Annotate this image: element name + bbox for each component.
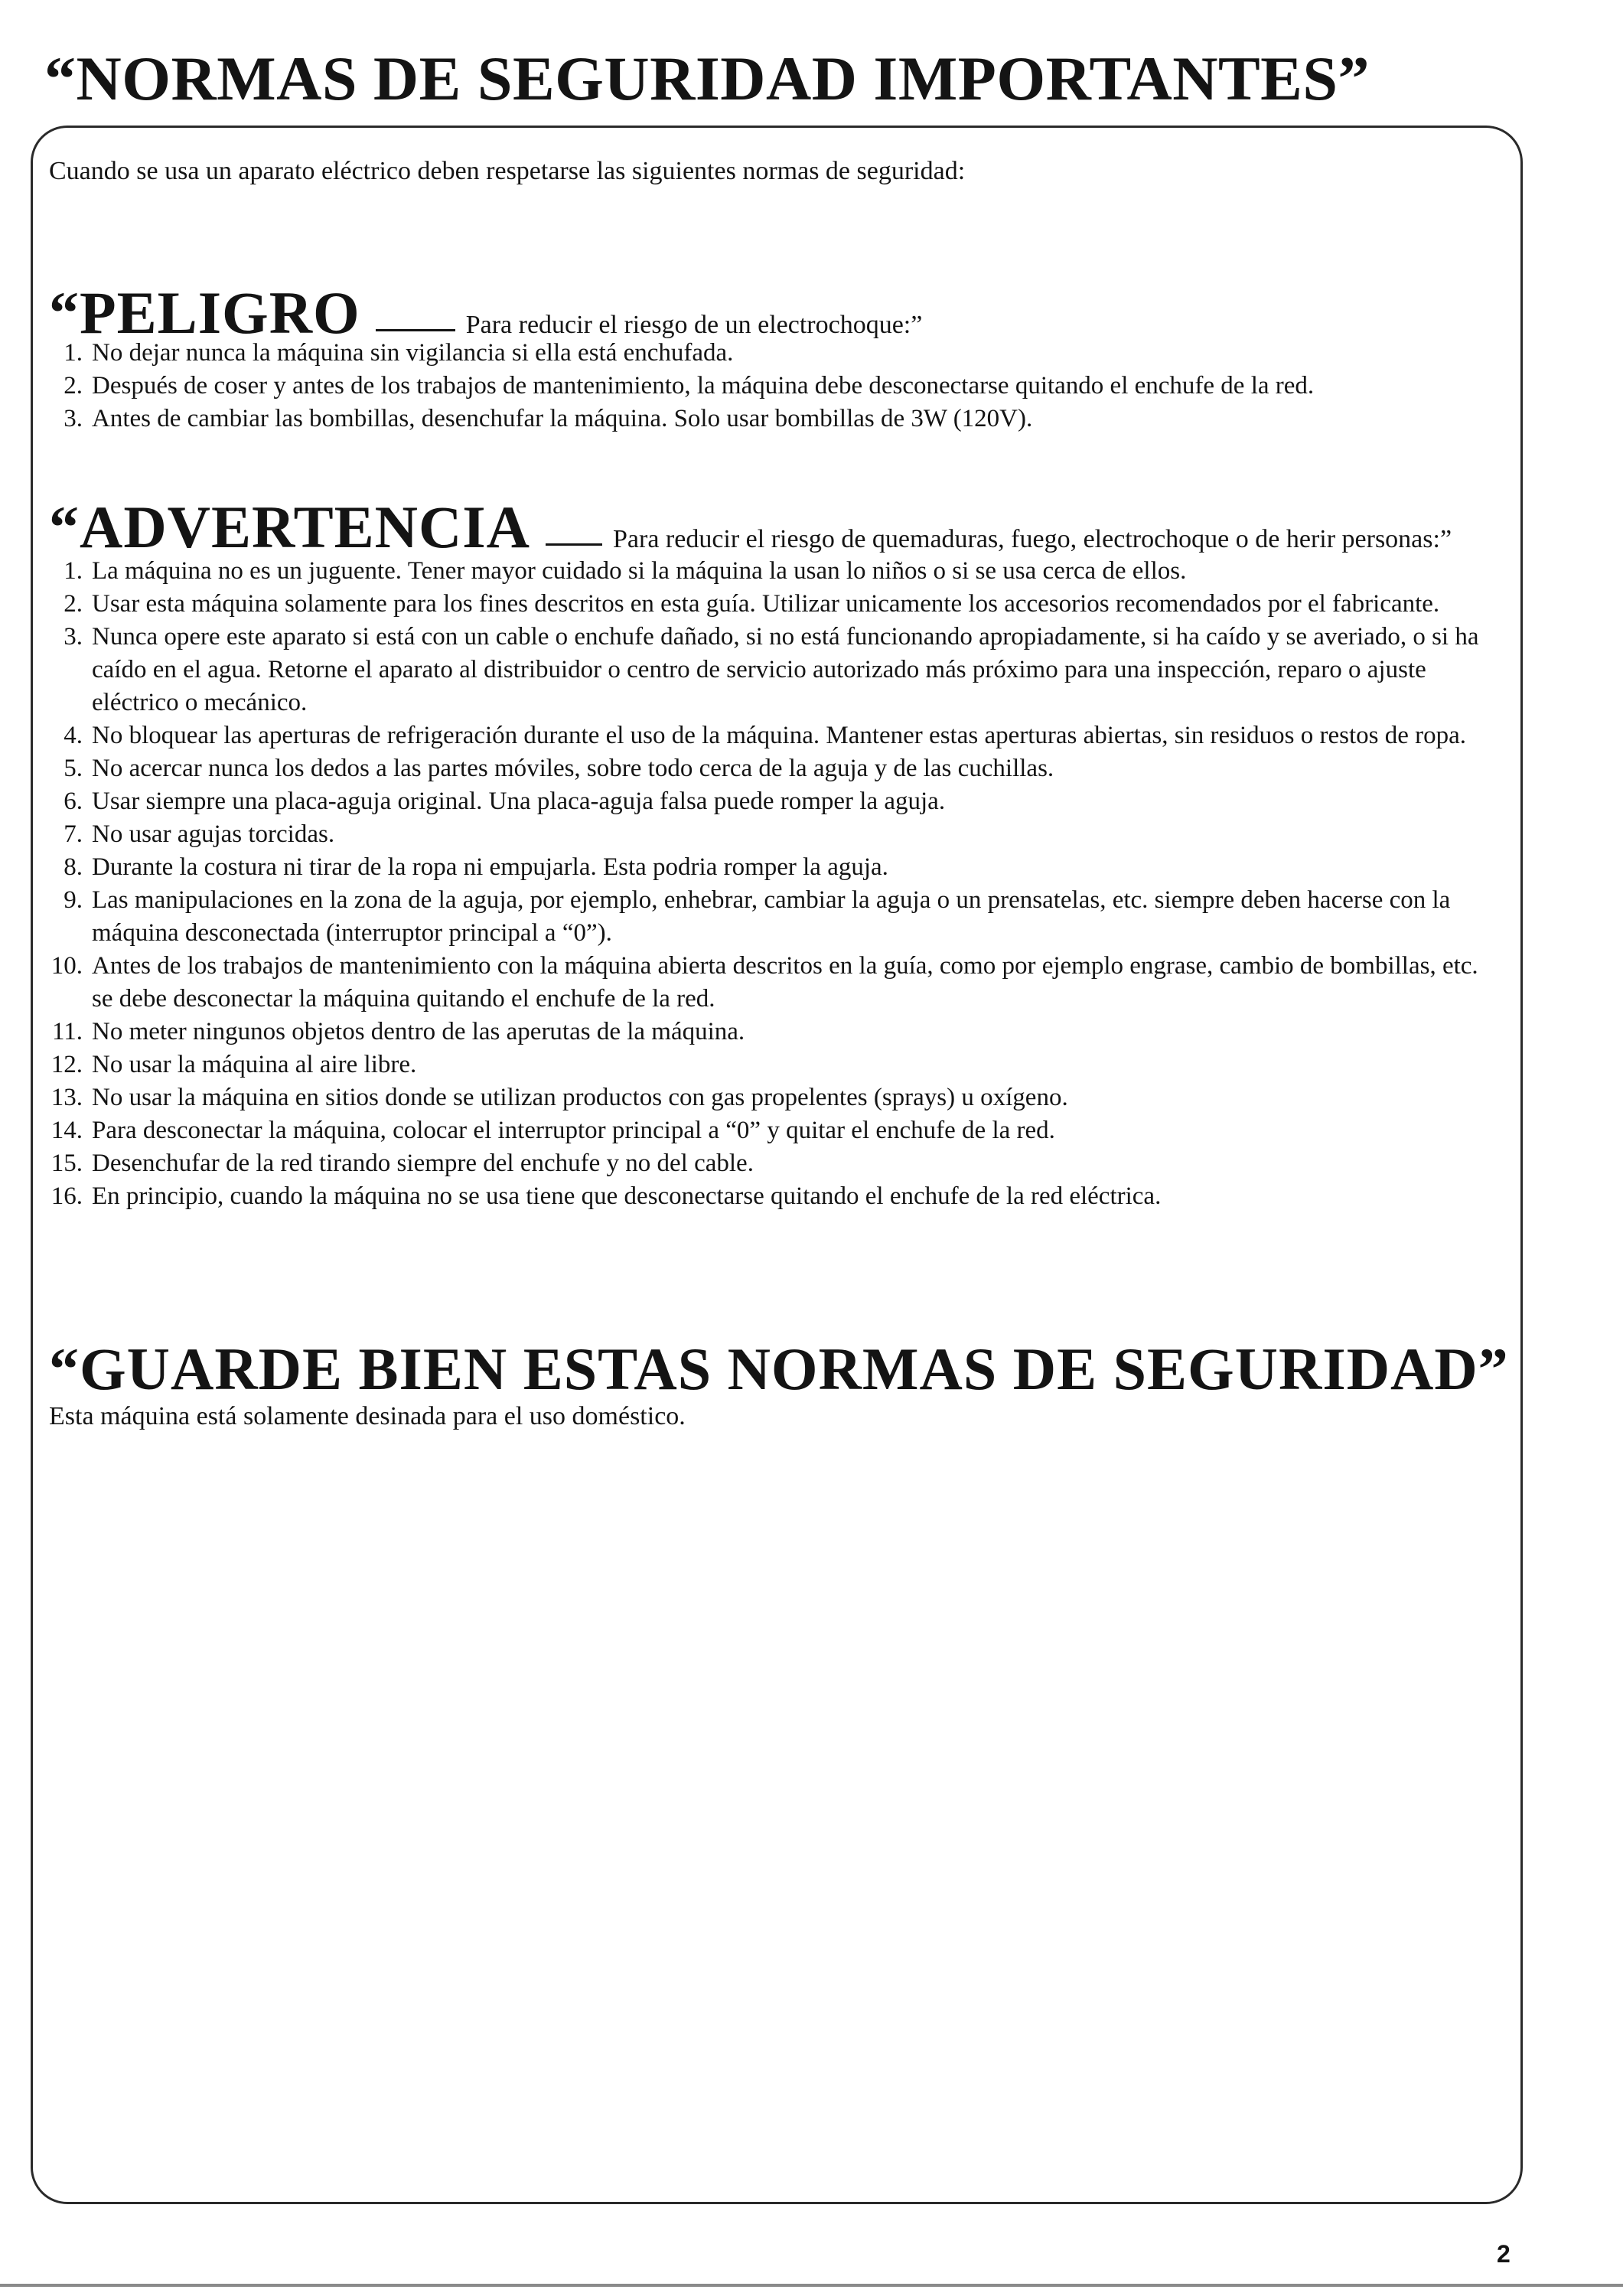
list-item — [49, 785, 1503, 818]
intro-text: Cuando se usa un aparato eléctrico deben respetarse las siguientes normas de seguridad: — [49, 157, 966, 185]
list-item — [49, 950, 1503, 1016]
item-number: 4. — [64, 722, 83, 749]
advertencia-list — [49, 555, 1503, 1213]
bottom-rule — [0, 2284, 1623, 2287]
item-number: 16. — [51, 1182, 83, 1210]
domestic-use-note: Esta máquina está solamente desinada para el uso doméstico. — [49, 1402, 686, 1430]
item-number: 6. — [64, 788, 83, 815]
list-item — [49, 588, 1503, 621]
advertencia-header — [49, 494, 1452, 560]
list-item — [49, 851, 1503, 884]
item-number: 14. — [51, 1117, 83, 1144]
item-text: Nunca opere este aparato si está con un cable o enchufe dañado, si no está funcionando apropiadamente, si ha caído y se averiado, o si ha caído en el agua. Retorne el aparato al distribuidor o centro de servicio autorizado más próximo para una inspección, reparo o ajuste eléctrico o mecánico. — [92, 623, 1479, 716]
page-title: “NORMAS DE SEGURIDAD IMPORTANTES” — [44, 44, 1370, 113]
item-number: 3. — [64, 623, 83, 651]
item-text: En principio, cuando la máquina no se usa tiene que desconectarse quitando el enchufe de la red eléctrica. — [92, 1182, 1162, 1210]
item-number: 15. — [51, 1150, 83, 1177]
item-number: 1. — [64, 339, 83, 367]
item-text: No usar la máquina en sitios donde se utilizan productos con gas propelentes (sprays) u oxígeno. — [92, 1084, 1068, 1111]
list-item — [49, 403, 1503, 435]
peligro-dash — [376, 329, 455, 331]
item-number: 5. — [64, 755, 83, 782]
list-item — [49, 719, 1503, 752]
item-text: No bloquear las aperturas de refrigeración durante el uso de la máquina. Mantener estas aperturas abiertas, sin residuos o restos de ropa. — [92, 722, 1467, 749]
item-text: No acercar nunca los dedos a las partes móviles, sobre todo cerca de la aguja y de las cuchillas. — [92, 755, 1054, 782]
item-number: 10. — [51, 952, 83, 980]
list-item — [49, 1114, 1503, 1147]
item-number: 7. — [64, 820, 83, 848]
item-number: 12. — [51, 1051, 83, 1078]
item-number: 2. — [64, 372, 83, 400]
item-text: Las manipulaciones en la zona de la aguja, por ejemplo, enhebrar, cambiar la aguja o un prensatelas, etc. siempre deben hacerse con la máquina desconectada (interruptor principal a “0”). — [92, 886, 1451, 947]
item-text: No usar la máquina al aire libre. — [92, 1051, 417, 1078]
item-text: Usar esta máquina solamente para los fines descritos en esta guía. Utilizar unicamente los accesorios recomendados por el fabricante. — [92, 590, 1440, 618]
item-text: No usar agujas torcidas. — [92, 820, 335, 848]
guarde-heading: “GUARDE BIEN ESTAS NORMAS DE SEGURIDAD” — [49, 1336, 1509, 1402]
list-item — [49, 370, 1503, 403]
item-number: 3. — [64, 405, 83, 432]
advertencia-dash — [546, 543, 602, 546]
item-text: No dejar nunca la máquina sin vigilancia si ella está enchufada. — [92, 339, 734, 367]
peligro-header — [49, 279, 923, 346]
item-number: 8. — [64, 853, 83, 881]
list-item — [49, 752, 1503, 785]
item-text: La máquina no es un juguente. Tener mayor cuidado si la máquina la usan lo niños o si se usa cerca de ellos. — [92, 557, 1187, 585]
item-number: 2. — [64, 590, 83, 618]
list-item — [49, 1016, 1503, 1049]
item-number: 13. — [51, 1084, 83, 1111]
peligro-heading: “PELIGRO — [49, 279, 360, 346]
advertencia-subheading: Para reducir el riesgo de quemaduras, fuego, electrochoque o de herir personas:” — [613, 525, 1452, 553]
item-number: 11. — [51, 1018, 83, 1045]
peligro-list — [49, 337, 1503, 435]
page-number: 2 — [1497, 2240, 1511, 2268]
list-item — [49, 1081, 1503, 1114]
list-item — [49, 884, 1503, 950]
advertencia-heading: “ADVERTENCIA — [49, 494, 530, 560]
item-text: Antes de cambiar las bombillas, desenchufar la máquina. Solo usar bombillas de 3W (120V). — [92, 405, 1033, 432]
item-text: Para desconectar la máquina, colocar el interruptor principal a “0” y quitar el enchufe de la red. — [92, 1117, 1055, 1144]
list-item — [49, 555, 1503, 588]
list-item — [49, 1049, 1503, 1081]
item-text: Antes de los trabajos de mantenimiento con la máquina abierta descritos en la guía, como por ejemplo engrase, cambio de bombillas, etc. se debe desconectar la máquina quitando el enchufe de la red. — [92, 952, 1478, 1013]
list-item — [49, 1147, 1503, 1180]
item-text: Después de coser y antes de los trabajos de mantenimiento, la máquina debe desconectarse quitando el enchufe de la red. — [92, 372, 1315, 400]
item-text: Desenchufar de la red tirando siempre del enchufe y no del cable. — [92, 1150, 754, 1177]
item-text: Durante la costura ni tirar de la ropa ni empujarla. Esta podria romper la aguja. — [92, 853, 888, 881]
list-item — [49, 337, 1503, 370]
item-text: Usar siempre una placa-aguja original. Una placa-aguja falsa puede romper la aguja. — [92, 788, 946, 815]
list-item — [49, 621, 1503, 719]
list-item — [49, 1180, 1503, 1213]
item-number: 1. — [64, 557, 83, 585]
peligro-subheading: Para reducir el riesgo de un electrochoque:” — [465, 311, 923, 339]
item-number: 9. — [64, 886, 83, 914]
list-item — [49, 818, 1503, 851]
item-text: No meter ningunos objetos dentro de las aperutas de la máquina. — [92, 1018, 745, 1045]
